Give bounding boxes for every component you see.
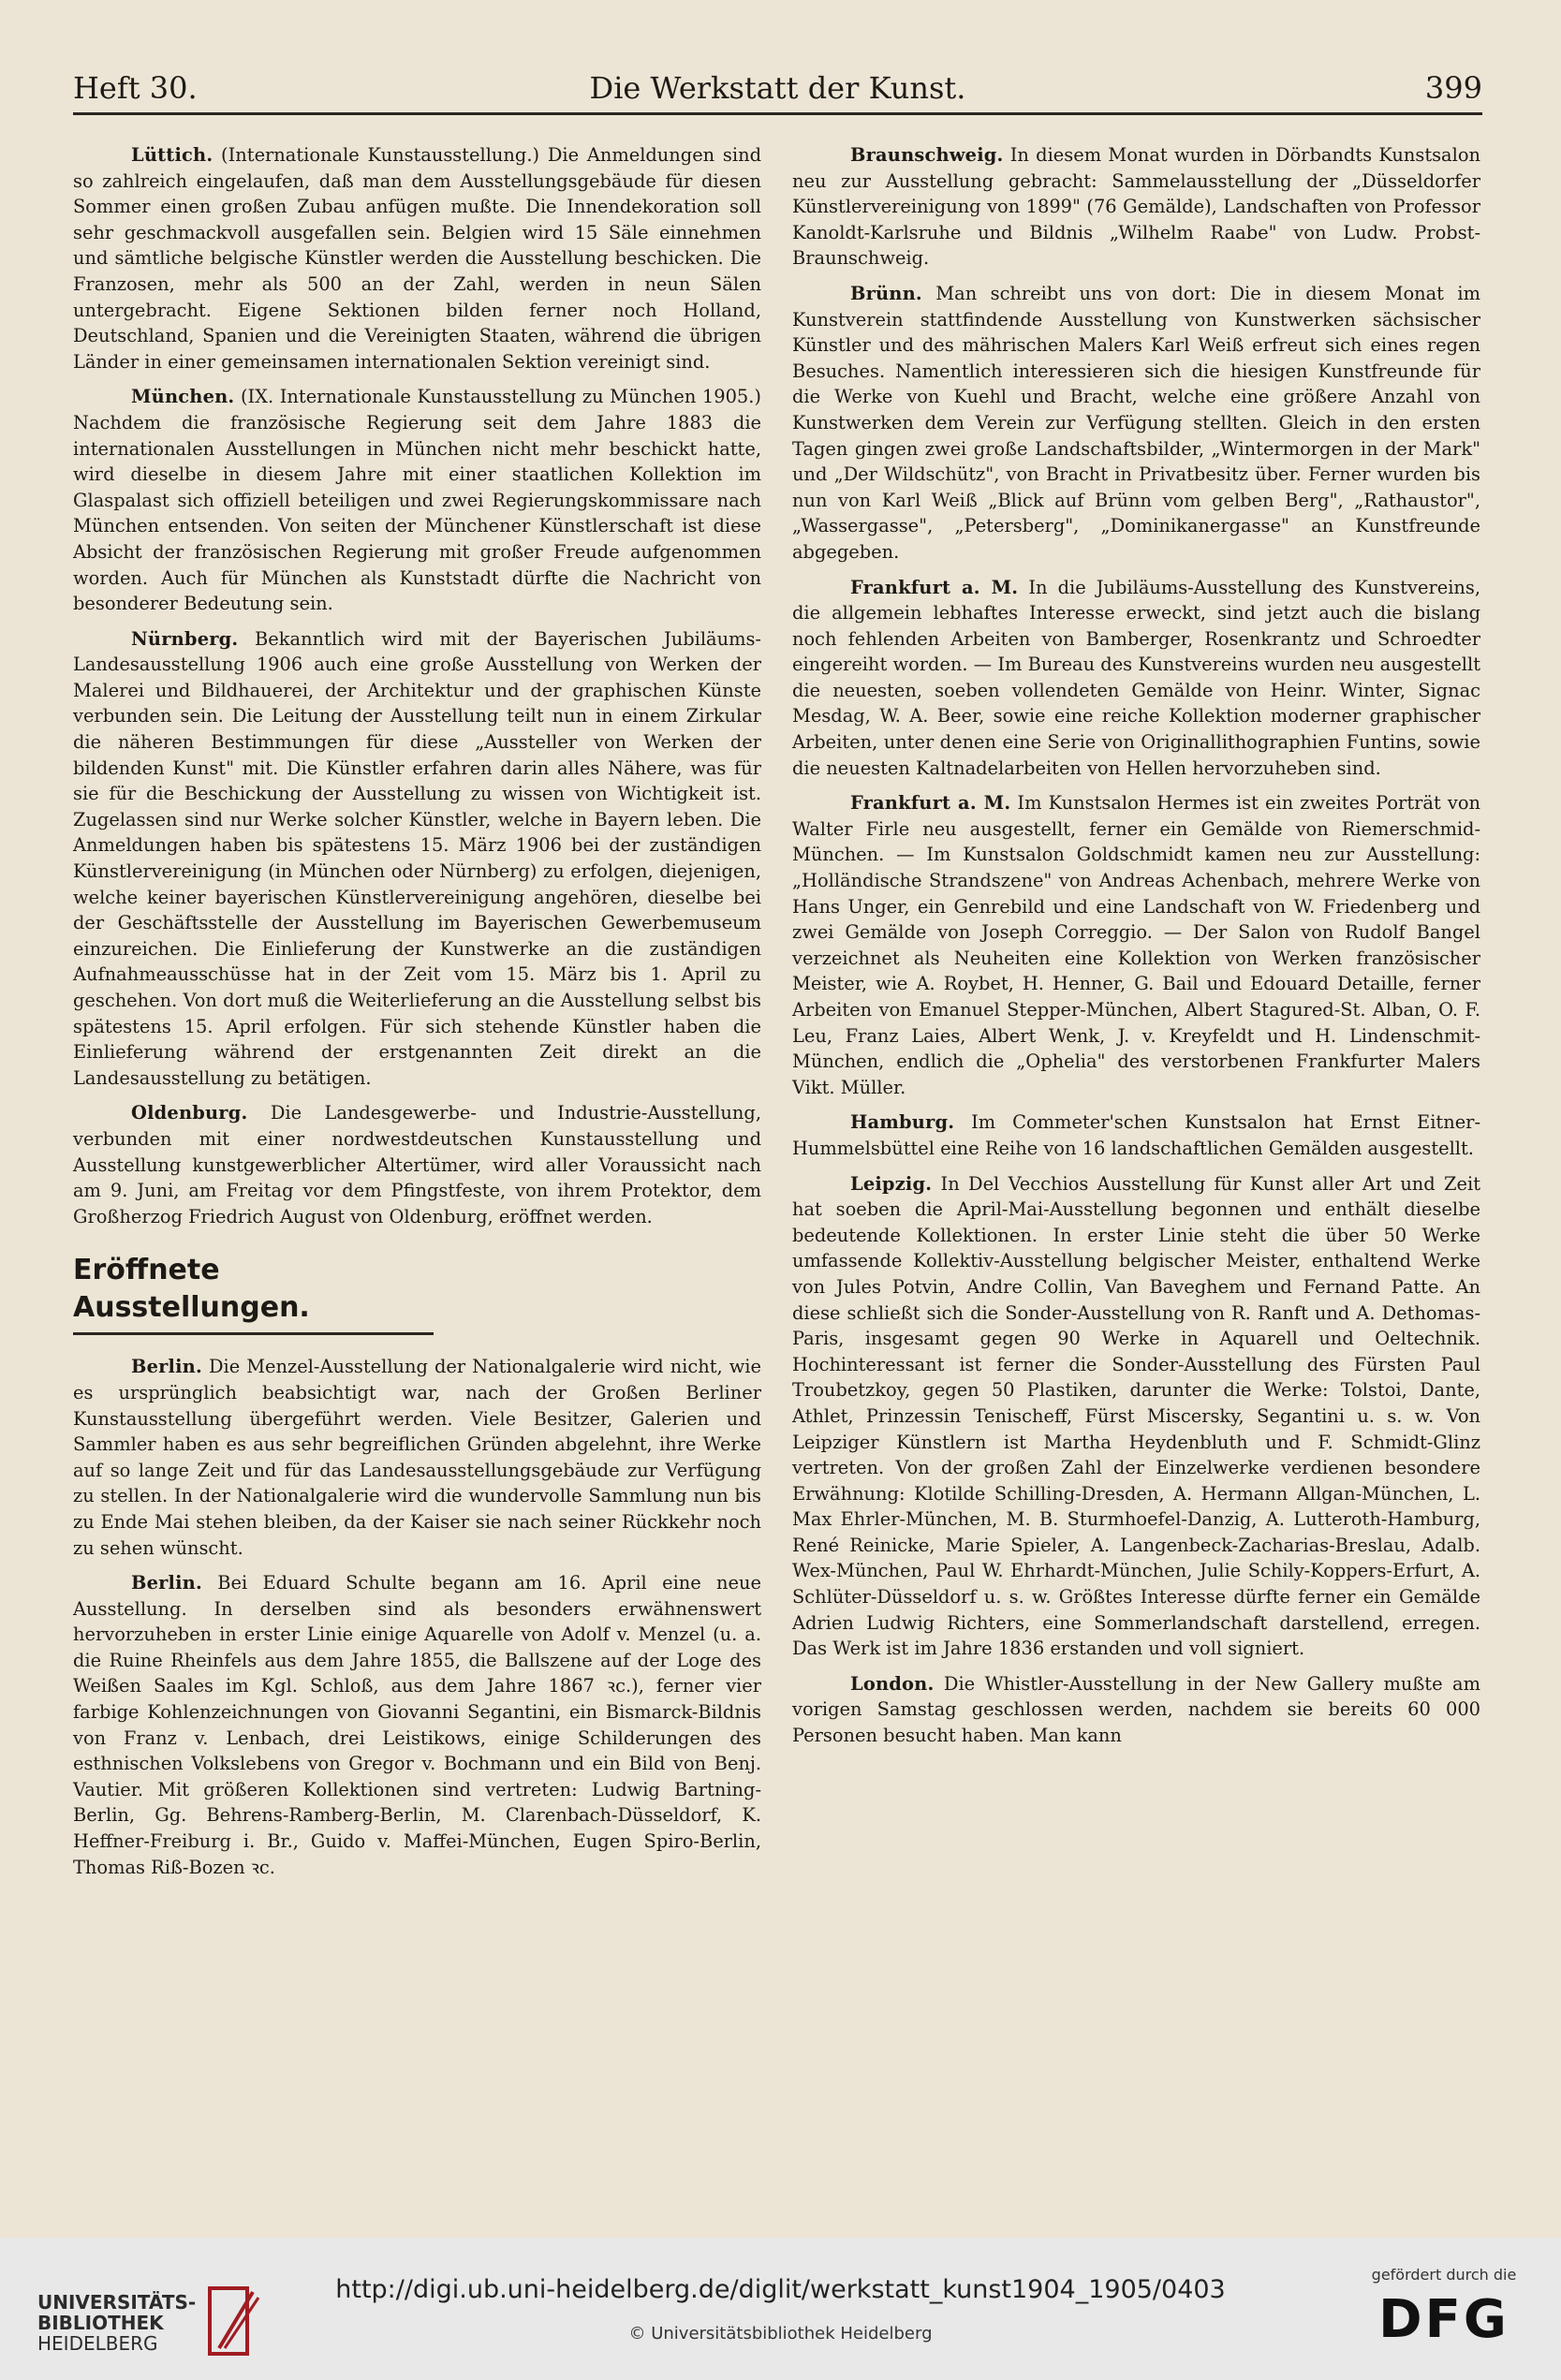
library-name-line2: BIBLIOTHEK	[37, 2312, 164, 2334]
paragraph-text: Die Landesgewerbe- und Industrie-Ausstellung, verbunden mit einer nordwestdeutschen Kunstausstellung und Ausstellung kunstgewerblicher Altertümer, wird aller Voraussicht nach am 9. Juni, am Freitag vor dem Pfingstfeste, von ihrem Protektor, dem Großherzog Friedrich August von Oldenburg, eröffnet werden.	[73, 1102, 761, 1227]
article-paragraph	[73, 384, 761, 616]
paragraph-text: Im Commeter'schen Kunstsalon hat Ernst Eitner-Hummelsbüttel eine Reihe von 16 landschaftlichen Gemälden ausgestellt.	[792, 1111, 1480, 1159]
left-column	[73, 142, 761, 1889]
paragraph-text: Die Whistler-Ausstellung in der New Gallery mußte am vorigen Samstag geschlossen werden, nachdem sie bereits 60 000 Personen besucht haben. Man kann	[792, 1672, 1480, 1747]
article-paragraph	[792, 1109, 1480, 1161]
article-paragraph	[73, 1354, 761, 1561]
paragraph-text: Bei Eduard Schulte begann am 16. April eine neue Ausstellung. In derselben sind als besonders erwähnenswert hervorzuheben in erster Linie einige Aquarelle von Adolf v. Menzel (u. a. die Ruine Rheinfels aus dem Jahre 1855, die Ballszene auf der Loge des Weißen Saales im Kgl. Schloß, aus dem Jahre 1867 ꝛc.), ferner vier farbige Kohlenzeichnungen von Giovanni Segantini, ein Bismarck-Bildnis von Franz v. Lenbach, drei Leistikows, einige Schilderungen des esthnischen Volkslebens von Gregor v. Bochmann und ein Bild von Benj. Vautier. Mit größeren Kollektionen sind vertreten: Ludwig Bartning-Berlin, Gg. Behrens-Ramberg-Berlin, M. Clarenbach-Düsseldorf, K. Heffner-Freiburg i. Br., Guido v. Maffei-München, Eugen Spiro-Berlin, Thomas Riß-Bozen ꝛc.	[73, 1572, 761, 1878]
paragraph-text: In diesem Monat wurden in Dörbandts Kunstsalon neu zur Ausstellung gebracht: Sammelausstellung der „Düsseldorfer Künstlervereinigung von 1899" (76 Gemälde), Landschaften von Professor Kanoldt-Karlsruhe und Bildnis „Wilhelm Raabe" von Ludw. Probst-Braunschweig.	[792, 144, 1480, 270]
place-name: Berlin.	[131, 1572, 202, 1594]
library-name-line3: HEIDELBERG	[37, 2332, 158, 2355]
paragraph-text: Die Menzel-Ausstellung der Nationalgalerie wird nicht, wie es ursprünglich beabsichtigt war, nach der Großen Berliner Kunstausstellung übergeführt werden. Viele Besitzer, Galerien und Sammler haben es aus sehr begreiflichen Gründen abgelehnt, ihre Werke auf so lange Zeit und für das Landesausstellungsgebäude zur Verfügung zu stellen. In der Nationalgalerie wird die wundervolle Sammlung nun bis zu Ende Mai stehen bleiben, da der Kaiser sie nach seiner Rückkehr noch zu sehen wünscht.	[73, 1356, 761, 1559]
place-name: Frankfurt a. M.	[850, 576, 1019, 598]
place-name: München.	[131, 386, 235, 408]
place-name: Frankfurt a. M.	[850, 792, 1011, 815]
paragraph-text: In Del Vecchios Ausstellung für Kunst aller Art und Zeit hat soeben die April-Mai-Ausstellung begonnen und enthält dieselbe bedeutende Kollektionen. In erster Linie steht die über 50 Werke umfassende Kollektiv-Ausstellung belgischer Meister, enthaltend Werke von Jules Potvin, Andre Collin, Van Baveghem und Fernand Patte. An diese schließt sich die Sonder-Ausstellung von R. Ranft und A. Dethomas-Paris, insgesamt gegen 90 Werke in Aquarell und Oeltechnik. Hochinteressant ist ferner die Sonder-Ausstellung des Fürsten Paul Troubetzkoy, gegen 50 Plastiken, darunter die Werke: Tolstoi, Dante, Athlet, Prinzessin Tenischeff, Fürst Miscersky, Segantini u. s. w. Von Leipziger Künstlern ist Martha Heydenbluth und F. Schmidt-Glinz vertreten. Von der großen Zahl der Einzelwerke verdienen besondere Erwähnung: Klotilde Schilling-Dresden, A. Hermann Allgan-München, L. Max Ehrler-München, M. B. Sturmhoefel-Danzig, A. Lutteroth-Hamburg, René Reinicke, Marie Spieler, A. Langenbeck-Zacharias-Breslau, Adalb. Wex-München, Paul W. Ehrhardt-München, Julie Schily-Koppers-Erfurt, A. Schlüter-Düsseldorf u. s. w. Größtes Interesse dürfte ferner ein Gemälde Adrien Ludwig Richters, eine Sommerlandschaft darstellend, erregen. Das Werk ist im Jahre 1836 erstanden und voll signiert.	[792, 1172, 1480, 1660]
paragraph-text: (IX. Internationale Kunstausstellung zu München 1905.) Nachdem die französische Regierung seit dem Jahre 1883 die internationalen Ausstellungen in München nicht mehr beschickt hatte, wird dieselbe in diesem Jahre mit einer staatlichen Kollektion im Glaspalast sich offiziell beteiligen und zwei Regierungskommissare nach München entsenden. Von seiten der Münchener Künstlerschaft ist diese Absicht der französischen Regierung mit großer Freude aufgenommen worden. Auch für München als Kunststadt dürfte die Nachricht von besonderer Bedeutung sein.	[73, 386, 761, 615]
footer-bar	[0, 2238, 1561, 2380]
place-name: Leipzig.	[850, 1172, 933, 1195]
paragraph-text: In die Jubiläums-Ausstellung des Kunstvereins, die allgemein lebhaftes Interesse erweckt, sind jetzt auch die bislang noch fehlenden Arbeiten von Bamberger, Rosenkrantz und Schroedter eingereiht worden. — Im Bureau des Kunstvereins wurden neu ausgestellt die neuesten, soeben vollendeten Gemälde von Heinr. Winter, Signac Mesdag, W. A. Beer, sowie eine reiche Kollektion moderner graphischer Arbeiten, unter denen eine Serie von Originallithographien Funtins, sowie die neuesten Kaltnadelarbeiten von Hellen hervorzuheben sind.	[792, 576, 1481, 779]
article-paragraph	[73, 1100, 761, 1229]
page-header	[73, 67, 1482, 114]
place-name: Lüttich.	[131, 144, 214, 166]
dfg-logo[interactable]	[1364, 2266, 1524, 2369]
place-name: Berlin.	[131, 1356, 202, 1378]
left-column-bottom	[73, 1354, 761, 1880]
library-name-line1: UNIVERSITÄTS-	[37, 2291, 197, 2314]
left-column-top	[73, 142, 761, 1229]
right-column-paragraphs	[792, 142, 1480, 1749]
article-paragraph	[792, 142, 1480, 272]
header-rule	[73, 112, 1482, 115]
article-paragraph	[792, 1171, 1480, 1662]
place-name: Brünn.	[850, 282, 922, 304]
place-name: Nürnberg.	[131, 627, 239, 650]
article-paragraph	[792, 790, 1480, 1100]
paragraph-text: Man schreibt uns von dort: Die in diesem Monat im Kunstverein stattfindende Ausstellung von Kunstwerken sächsischer Künstler und des mährischen Malers Karl Weiß erfreut sich eines regen Besuches. Namentlich interessieren sich die hiesigen Kunstfreunde für die Werke von Kuehl und Bracht, welche eine größere Anzahl von Kunstwerken dem Verein zur Verfügung stellten. Gleich in den ersten Tagen gingen zwei große Landschaftsbilder, „Wintermorgen in der Mark" und „Der Wildschütz", von Bracht in Privatbesitz über. Ferner wurden bis nun von Karl Weiß „Blick auf Brünn vom gelben Berg", „Rathaustor", „Wassergasse", „Petersberg", „Dominikanergasse" an Kunstfreunde abgegeben.	[792, 282, 1480, 563]
paragraph-text: Im Kunstsalon Hermes ist ein zweites Porträt von Walter Firle neu ausgestellt, ferner ein Gemälde von Riemerschmid-München. — Im Kunstsalon Goldschmidt kamen neu zur Ausstellung: „Holländische Strandszene" von Andreas Achenbach, mehrere Werke von Hans Unger, ein Genrebild und eine Landschaft von W. Friedenberg und zwei Gemälde von Joseph Correggio. — Der Salon von Rudolf Bangel verzeichnet als Neuheiten eine Kollektion von Werken französischer Meister, wie A. Roybet, H. Henner, G. Bail und Edouard Detaille, ferner Arbeiten von Emanuel Stepper-München, Albert Stagured-St. Alban, O. F. Leu, Franz Laies, Albert Wenk, J. v. Kreyfeldt und H. Lindenschmit-München, endlich die „Ophelia" des verstorbenen Frankfurter Malers Vikt. Müller.	[792, 792, 1480, 1098]
place-name: Oldenburg.	[131, 1102, 248, 1124]
article-paragraph	[73, 626, 761, 1092]
issue-number: Heft 30.	[73, 70, 198, 106]
place-name: London.	[850, 1672, 935, 1695]
copyright-notice: © Universitätsbibliothek Heidelberg	[628, 2324, 933, 2343]
article-paragraph	[73, 142, 761, 375]
source-url-link[interactable]: http://digi.ub.uni-heidelberg.de/diglit/werkstatt_kunst1904_1905/0403	[335, 2275, 1226, 2304]
section-heading: Eröffnete Ausstellungen.	[73, 1252, 434, 1335]
place-name: Braunschweig.	[850, 144, 1004, 166]
dfg-wordmark: DFG	[1378, 2289, 1509, 2350]
place-name: Hamburg.	[850, 1111, 955, 1134]
article-paragraph	[73, 1570, 761, 1880]
journal-title: Die Werkstatt der Kunst.	[589, 70, 966, 106]
article-paragraph	[792, 575, 1480, 782]
article-paragraph	[792, 281, 1480, 566]
article-paragraph	[792, 1671, 1480, 1749]
paragraph-text: Bekanntlich wird mit der Bayerischen Jubiläums-Landesausstellung 1906 auch eine große Ausstellung von Werken der Malerei und Bildhauerei, der Architektur und der graphischen Künste verbunden sein. Die Leitung der Ausstellung teilt nun in einem Zirkular die näheren Bestimmungen für diese „Aussteller von Werken der bildenden Kunst" mit. Die Künstler erfahren darin alles Nähere, was für sie für die Beschickung der Ausstellung zu wissen von Wichtigkeit ist. Zugelassen sind nur Werke solcher Künstler, welche in Bayern leben. Die Anmeldungen haben bis spätestens 15. März 1906 bei der zuständigen Künstlervereinigung (in München oder Nürnberg) zu erfolgen, diejenigen, welche keiner bayerischen Künstlervereinigung angehören, dieselbe bei der Geschäftsstelle der Ausstellung im Bayerischen Gewerbemuseum einzureichen. Die Einlieferung der Kunstwerke an die zuständigen Aufnahmeausschüsse hat in der Zeit vom 15. März bis 1. April zu geschehen. Von dort muß die Weiterlieferung an die Ausstellung selbst bis spätestens 15. April erfolgen. Für sich stehende Künstler haben die Einlieferung während der erstgenannten Zeit direkt an die Landesausstellung zu betätigen.	[73, 627, 761, 1089]
paragraph-text: (Internationale Kunstausstellung.) Die Anmeldungen sind so zahlreich eingelaufen, daß man dem Ausstellungsgebäude für diesen Sommer einen großen Zubau anfügen mußte. Die Innendekoration soll sehr geschmackvoll ausgefallen sein. Belgien wird 15 Säle einnehmen und sämtliche belgische Künstler werden die Ausstellung beschicken. Die Franzosen, mehr als 500 an der Zahl, werden in neun Sälen untergebracht. Eigene Sektionen bilden ferner noch Holland, Deutschland, Spanien und die Vereinigten Staaten, während die übrigen Länder in einer gemeinsamen internationalen Sektion vereinigt sind.	[73, 144, 761, 373]
dfg-subtitle: gefördert durch die	[1371, 2266, 1517, 2284]
page-number: 399	[1424, 70, 1482, 106]
right-column	[792, 142, 1480, 1758]
